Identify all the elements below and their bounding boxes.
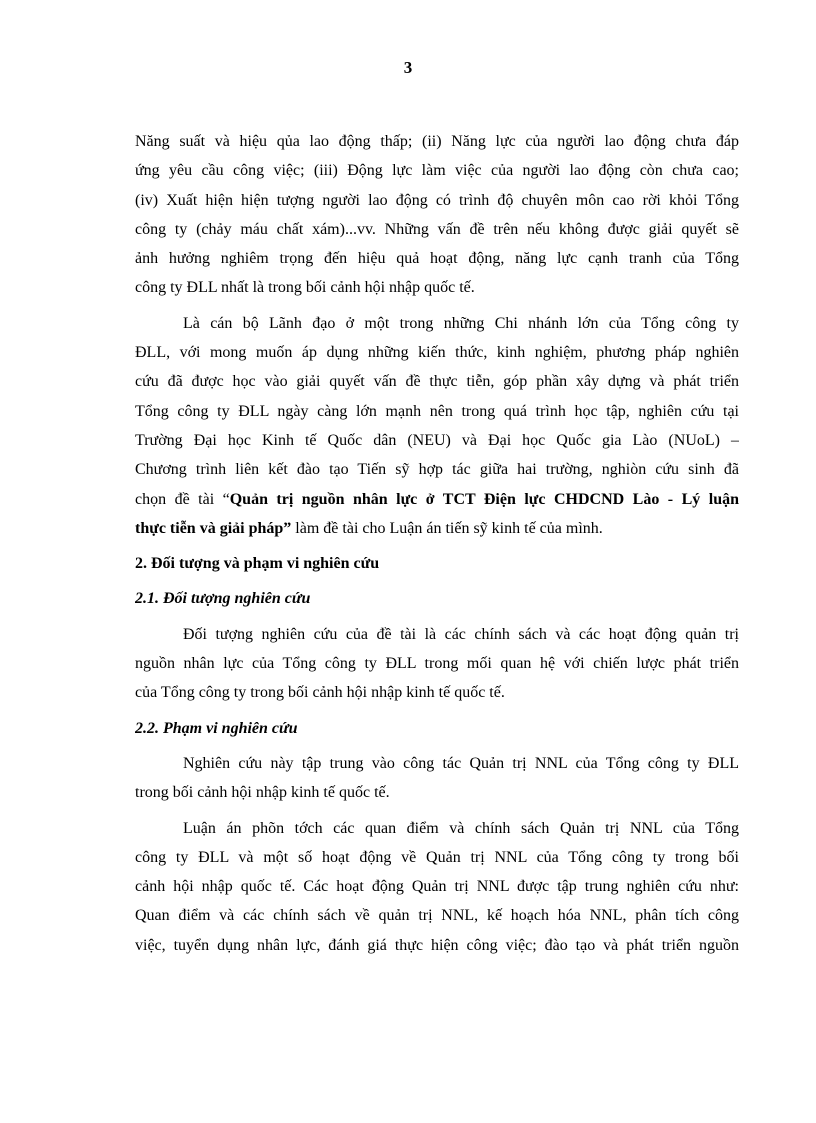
text-line: trong bối cảnh hội nhập kinh tế quốc tế. [135,784,390,802]
text-line: Chương trình liên kết đào tạo Tiến sỹ hợp tác giữa hai trường, nghiòn cứu sinh đã [135,461,739,479]
text-line: công ty ĐLL nhất là trong bối cảnh hội nhập quốc tế. [135,279,475,297]
text-line: công ty (chảy máu chất xám)...vv. Những vấn đề trên nếu không được giải quyết sẽ [135,220,739,238]
text-line: của Tổng công ty trong bối cảnh hội nhập kinh tế quốc tế. [135,684,505,702]
text-line: công ty ĐLL và một số hoạt động về Quản trị NNL của Tổng công ty trong bối [135,848,739,866]
paragraph-5 [135,814,739,960]
text-span: chọn đề tài “ [135,490,230,508]
text-line: Nghiên cứu này tập trung vào công tác Quản trị NNL của Tổng công ty ĐLL [183,754,739,772]
text-line: Năng suất và hiệu qủa lao động thấp; (ii) Năng lực của người lao động chưa đáp [135,133,739,150]
text-line: Là cán bộ Lãnh đạo ở một trong những Chi nhánh lớn của Tổng công ty [183,314,739,332]
document-body [135,127,739,960]
text-line [135,485,739,514]
paragraph-1 [135,127,739,303]
text-line: Trường Đại học Kinh tế Quốc dân (NEU) và Đại học Quốc gia Lào (NUoL) – [135,431,739,449]
text-line: cảnh hội nhập quốc tế. Các hoạt động Quản trị NNL được tập trung nghiên cứu như: [135,878,739,896]
text-line: ĐLL, với mong muốn áp dụng những kiến thức, kinh nghiệm, phương pháp nghiên [135,344,739,362]
text-line [135,514,739,543]
text-line: Đối tượng nghiên cứu của đề tài là các chính sách và các hoạt động quản trị [183,625,739,643]
text-line: Tổng công ty ĐLL ngày càng lớn mạnh nên trong quá trình học tập, nghiên cứu tại [135,402,739,420]
subsection-heading: 2.2. Phạm vi nghiên cứu [135,719,298,737]
page-number: 3 [403,58,413,77]
text-line: việc, tuyển dụng nhân lực, đánh giá thực hiện công việc; đào tạo và phát triển nguồn [135,936,739,954]
paragraph-4 [135,749,739,808]
text-span: làm đề tài cho Luận án tiến sỹ kinh tế của mình. [291,519,603,537]
text-line: ứng yêu cầu công việc; (iii) Động lực làm việc của người lao động còn chưa cao; [135,162,739,180]
text-line: Quan điểm và các chính sách về quản trị NNL, kế hoạch hóa NNL, phân tích công [135,907,739,925]
text-line: Luận án phõn tớch các quan điểm và chính sách Quản trị NNL của Tổng [183,819,739,837]
text-line: (iv) Xuất hiện hiện tượng người lao động có trình độ chuyên môn cao rời khỏi Tổng [135,191,739,209]
thesis-title-part2: thực tiễn và giải pháp” [135,519,292,537]
paragraph-3 [135,620,739,708]
paragraph-2 [135,309,739,543]
text-line: ảnh hưởng nghiêm trọng đến hiệu quả hoạt động, năng lực cạnh tranh của Tổng [135,250,739,268]
section-heading: 2. Đối tượng và phạm vi nghiên cứu [135,555,380,573]
text-line: cứu đã được học vào giải quyết vấn đề thực tiễn, góp phần xây dựng và phát triển [135,373,739,391]
thesis-title-part1: Quản trị nguồn nhân lực ở TCT Điện lực CHDCND Lào - Lý luận [229,490,739,508]
text-line: nguồn nhân lực của Tổng công ty ĐLL trong mối quan hệ với chiến lược phát triển [135,655,739,673]
subsection-heading: 2.1. Đối tượng nghiên cứu [135,590,311,608]
